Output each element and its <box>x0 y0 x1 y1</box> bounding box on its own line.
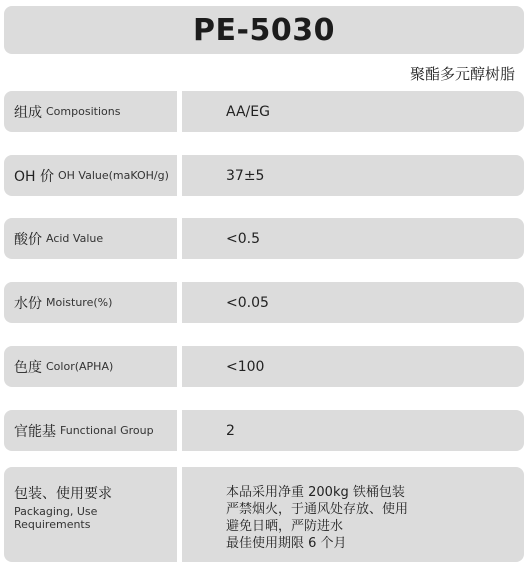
spec-label <box>4 218 177 259</box>
spec-label <box>4 155 177 196</box>
spec-label-en: Color(APHA) <box>46 360 114 373</box>
product-code: PE-5030 <box>193 12 335 48</box>
spec-label-cn: 组成 <box>14 104 42 121</box>
spec-label-en: Packaging, Use Requirements <box>14 505 98 531</box>
column-divider <box>177 346 182 387</box>
spec-label <box>4 91 177 132</box>
packaging-line: 严禁烟火，于通风处存放、使用 <box>226 502 409 517</box>
column-divider <box>177 218 182 259</box>
spec-value: <0.5 <box>226 230 260 247</box>
spec-label-cn: 官能基 <box>14 423 56 440</box>
spec-row-oh-value <box>4 155 524 196</box>
spec-label-en: OH Value(maKOH/g) <box>58 169 169 182</box>
spec-value: <100 <box>226 358 265 375</box>
packaging-line: 最佳使用期限 6 个月 <box>226 536 347 551</box>
spec-value: 37±5 <box>226 167 265 184</box>
packaging-line: 本品采用净重 200kg 铁桶包装 <box>226 485 405 500</box>
spec-row-moisture <box>4 282 524 323</box>
spec-row-functional-group <box>4 410 524 451</box>
column-divider <box>177 282 182 323</box>
spec-row-color <box>4 346 524 387</box>
spec-label-cn: 色度 <box>14 359 42 376</box>
packaging-requirements <box>226 467 518 562</box>
spec-label <box>4 410 177 451</box>
column-divider <box>177 410 182 451</box>
spec-row-compositions <box>4 91 524 132</box>
packaging-line: 避免日晒，严防进水 <box>226 519 344 534</box>
column-divider <box>177 155 182 196</box>
spec-label-cn: 包装、使用要求 <box>14 486 112 502</box>
spec-label-cn: 水份 <box>14 295 42 312</box>
product-type: 聚酯多元醇树脂 <box>409 65 515 83</box>
spec-label-en: Moisture(%) <box>46 296 113 309</box>
spec-row-packaging <box>4 467 524 562</box>
spec-label-cn: OH 价 <box>14 168 54 185</box>
spec-value: 2 <box>226 422 235 439</box>
spec-label <box>4 282 177 323</box>
spec-label-en: Acid Value <box>46 232 104 245</box>
spec-label <box>4 346 177 387</box>
column-divider <box>177 467 182 562</box>
spec-label <box>4 467 177 562</box>
spec-value: <0.05 <box>226 294 269 311</box>
spec-row-acid-value <box>4 218 524 259</box>
spec-label-cn: 酸价 <box>14 231 42 248</box>
spec-label-en: Functional Group <box>60 424 154 437</box>
title-bar <box>4 6 524 54</box>
spec-label-en: Compositions <box>46 105 121 118</box>
column-divider <box>177 91 182 132</box>
spec-value: AA/EG <box>226 103 270 120</box>
